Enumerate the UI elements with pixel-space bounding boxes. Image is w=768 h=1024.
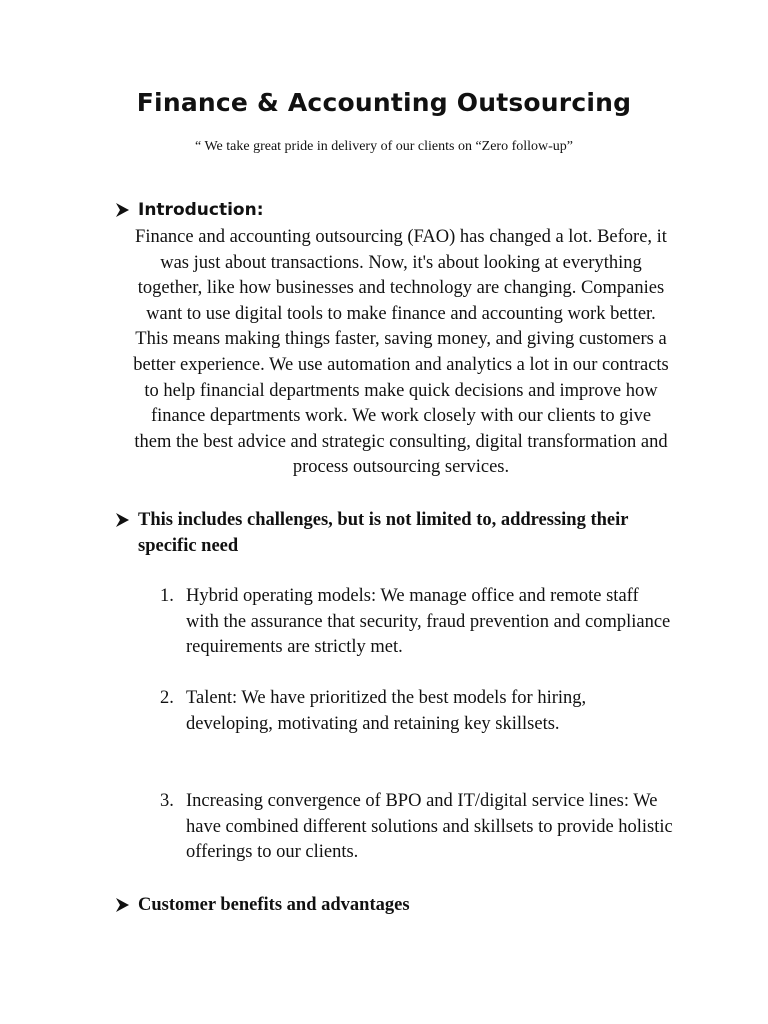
introduction-paragraph: Finance and accounting outsourcing (FAO) has changed a lot. Before, it was just about transactions. Now, it's about looking at everything together, like how businesses and technology are changing. Companies want to use digital tools to make finance and accounting work better. This means making things faster, saving money, and giving customers a better experience. We use automation and analytics a lot in our contracts to help financial departments make quick decisions and improve how finance departments work. We work closely with our clients to give them the best advice and strategic consulting, digital transformation and process outsourcing services. (133, 227, 669, 478)
list-item (160, 789, 676, 866)
list-item-text: Hybrid operating models: We manage office and remote staff with the assurance that security, fraud prevention and compliance requirements are strictly met. (186, 586, 671, 658)
challenges-heading-text: This includes challenges, but is not limited to, addressing their specific need (138, 510, 629, 556)
list-item-number: 2. (160, 688, 174, 708)
list-item-text: Talent: We have prioritized the best models for hiring, developing, motivating and retaining key skillsets. (186, 688, 587, 734)
benefits-heading-text: Customer benefits and advantages (138, 895, 410, 915)
arrow-bullet-icon (116, 507, 138, 535)
list-item-text: Increasing convergence of BPO and IT/digital service lines: We have combined different solutions and skillsets to provide holistic offerings to our clients. (186, 791, 673, 863)
list-item-number: 1. (160, 586, 174, 606)
document-title: Finance & Accounting Outsourcing (136, 88, 632, 117)
challenges-heading (116, 507, 658, 559)
document-tagline: “ We take great pride in delivery of our clients on “Zero follow-up” (194, 139, 574, 154)
introduction-heading-text: Introduction: (138, 200, 264, 220)
introduction-heading (116, 197, 264, 225)
arrow-bullet-icon (116, 197, 138, 225)
list-item (160, 686, 676, 737)
arrow-bullet-icon (116, 892, 138, 920)
list-item-number: 3. (160, 791, 174, 811)
list-item (160, 584, 676, 661)
benefits-heading (116, 892, 658, 920)
